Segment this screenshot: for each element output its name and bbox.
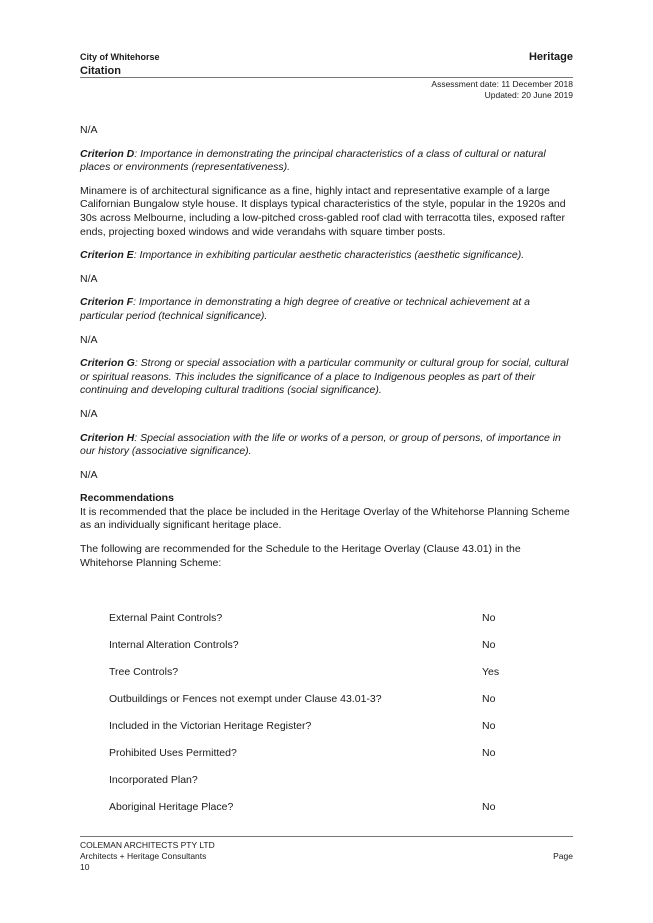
schedule-answer: Yes [482, 666, 500, 678]
header-dates [431, 79, 573, 101]
recommendations-heading: Recommendations [80, 492, 174, 505]
schedule-answer: No [482, 612, 496, 624]
schedule-question: Tree Controls? [109, 666, 179, 678]
schedule-question: Included in the Victorian Heritage Register? [109, 720, 312, 732]
header-left [80, 52, 160, 78]
na-paragraph: N/A [80, 124, 98, 136]
table-row [109, 747, 522, 774]
criterion-g-label: Criterion G [80, 357, 135, 370]
criterion-d [80, 148, 575, 175]
criterion-e-text: : Importance in exhibiting particular aesthetic characteristics (aesthetic significance). [133, 249, 525, 262]
footer-page-label: Page [553, 851, 573, 861]
schedule-answer: No [482, 693, 496, 705]
schedule-question: Aboriginal Heritage Place? [109, 801, 234, 813]
na-paragraph: N/A [80, 333, 98, 346]
recommendations-text: It is recommended that the place be included in the Heritage Overlay of the Whitehorse Planning Scheme as an individually significant heritage place. [80, 505, 570, 532]
assessment-date: Assessment date: 11 December 2018 [431, 79, 573, 89]
criterion-f-label: Criterion F [80, 296, 134, 309]
criterion-e-label: Criterion E [80, 249, 134, 262]
table-row [109, 666, 522, 693]
criterion-g [80, 357, 575, 398]
schedule-answer: No [482, 801, 496, 813]
criterion-e [80, 249, 575, 263]
table-row [109, 720, 522, 747]
criterion-d-text: : Importance in demonstrating the principal characteristics of a class of cultural or natural places or environments (representativeness). [80, 147, 546, 174]
criterion-d-body: Minamere is of architectural significance as a fine, highly intact and representative example of a large Californian Bungalow style house. It displays typical characteristics of the style, popular in the 1920s and 30s across Melbourne, including a low-pitched cross-gabled roof clad with terracotta tiles, exposed rafter ends, projecting boxed windows and wide verandahs with square timber posts. [80, 184, 566, 238]
footer-company: COLEMAN ARCHITECTS PTY LTD [80, 840, 215, 850]
table-row [109, 612, 522, 639]
schedule-question: Outbuildings or Fences not exempt under Clause 43.01-3? [109, 693, 382, 705]
footer-page-number: 10 [80, 862, 90, 872]
footer-divider [80, 836, 573, 837]
schedule-question: Incorporated Plan? [109, 774, 198, 786]
criterion-h [80, 432, 575, 459]
na-paragraph: N/A [80, 407, 98, 420]
criterion-f [80, 296, 575, 323]
criterion-f-text: : Importance in demonstrating a high degree of creative or technical achievement at a particular period (technical significance). [80, 296, 530, 322]
criterion-h-text: : Special association with the life or works of a person, or group of persons, of importance in our history (associative significance). [80, 431, 561, 458]
criterion-h-label: Criterion H [80, 431, 135, 444]
footer-tagline: Architects + Heritage Consultants [80, 851, 207, 861]
schedule-question: Internal Alteration Controls? [109, 639, 239, 651]
schedule-answer: No [482, 639, 496, 651]
table-row [109, 774, 522, 801]
criterion-d-label: Criterion D [80, 147, 135, 160]
na-paragraph: N/A [80, 468, 98, 481]
heritage-schedule-table [109, 612, 522, 828]
table-row [109, 693, 522, 720]
schedule-answer: No [482, 747, 496, 759]
schedule-answer [482, 774, 522, 801]
schedule-answer: No [482, 720, 496, 732]
updated-date: Updated: 20 June 2019 [484, 90, 573, 100]
na-paragraph: N/A [80, 272, 98, 285]
header-divider [80, 77, 573, 78]
schedule-question: Prohibited Uses Permitted? [109, 747, 237, 759]
table-row [109, 639, 522, 666]
section-title: Citation [80, 65, 121, 77]
document-body [80, 124, 575, 580]
schedule-intro: The following are recommended for the Schedule to the Heritage Overlay (Clause 43.01) in the Whitehorse Planning Scheme: [80, 543, 521, 569]
organisation-name: City of Whitehorse [80, 52, 160, 62]
schedule-question: External Paint Controls? [109, 612, 223, 624]
header-category: Heritage [528, 51, 573, 63]
table-row [109, 801, 522, 828]
criterion-g-text: : Strong or special association with a particular community or cultural group for social, cultural or spiritual reasons. This includes the significance of a place to Indigenous peoples as part of their continuing and developing cultural traditions (social significance). [80, 357, 569, 397]
footer [80, 840, 215, 873]
